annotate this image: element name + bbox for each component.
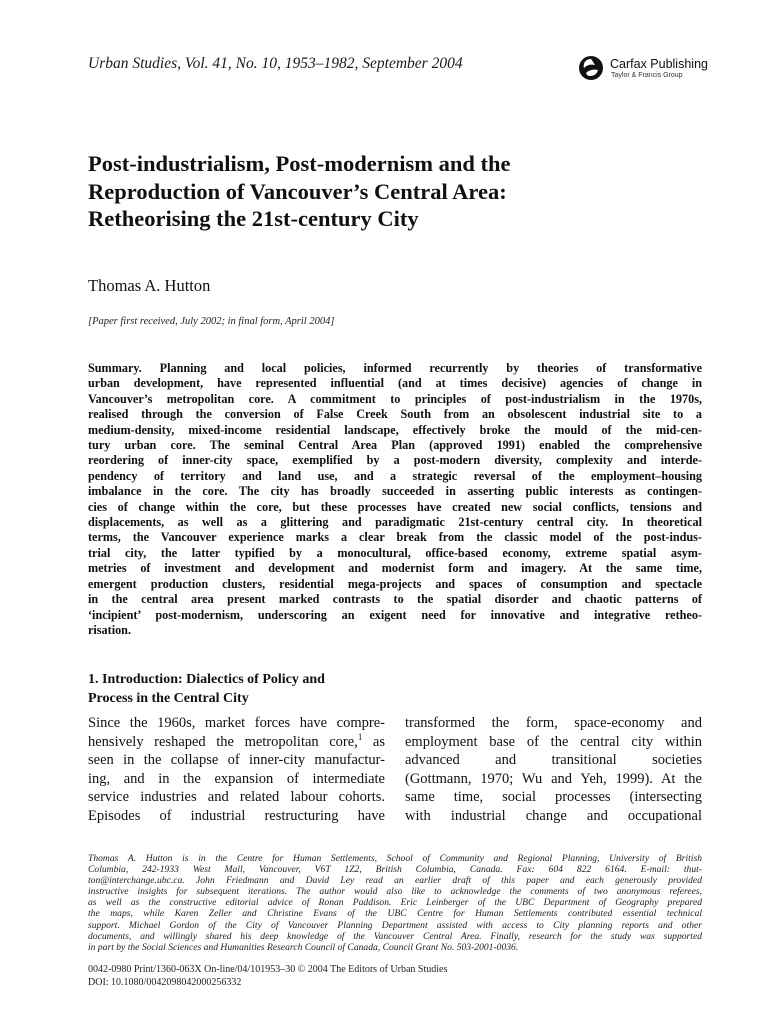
footnote-line: support. Michael Gordon of the City of Vancouver Planning Department assisted with access to City planning reports and other: [88, 919, 702, 931]
title-line: Retheorising the 21st-century City: [88, 206, 419, 231]
title-line: Post-industrialism, Post-modernism and the: [88, 151, 511, 176]
publisher-group: Taylor & Francis Group: [611, 72, 683, 79]
journal-citation: Urban Studies, Vol. 41, No. 10, 1953–1982, September 2004: [88, 55, 463, 72]
abstract-line: trial city, the latter typified by a monocultural, office-based economy, extreme spatial asym-: [88, 545, 702, 560]
section-heading-line: 1. Introduction: Dialectics of Policy and: [88, 672, 325, 687]
footnote-line: the maps, while Karen Zeller and Christine Evans of the UBC Centre for Human Settlements contributed essential technical: [88, 908, 702, 920]
body-line: with industrial change and occupational: [405, 807, 702, 824]
body-line: Since the 1960s, market forces have compre-: [88, 715, 385, 731]
body-line: seen in the collapse of inner-city manufactur-: [88, 752, 385, 768]
received-dates: [Paper first received, July 2002; in final form, April 2004]: [88, 316, 335, 327]
body-column-right: [405, 714, 702, 825]
abstract-line: pendency of territory and land use, and a strategic reversal of the employment–housing: [88, 468, 702, 483]
body-line: employment base of the central city within: [405, 733, 702, 750]
abstract-line: cies of change within the core, but these processes have created new social conflicts, tensions and: [88, 499, 702, 514]
footnote-line: as well as the constructive editorial advice of Ronan Paddison. Eric Leinberger of the UBC Department of Geography prepared: [88, 897, 702, 909]
body-line-text: hensively reshaped the metropolitan core,: [88, 733, 358, 750]
footnote-line: in part by the Social Sciences and Humanities Research Council of Canada, Council Grant No. 503-2001-0036.: [88, 941, 519, 953]
abstract-line: metries of investment and development and modernist form and imagery. At the same time,: [88, 561, 702, 576]
abstract-line: imbalance in the core. The city has broadly succeeded in asserting public interests as contingen-: [88, 484, 702, 499]
abstract-line: terms, the Vancouver experience marks a clear break from the classic model of the post-indus-: [88, 530, 702, 545]
doi-line: DOI: 10.1080/0042098042000256332: [88, 976, 242, 988]
abstract-line: risation.: [88, 622, 131, 637]
article-title: [88, 150, 648, 233]
section-heading-line: Process in the Central City: [88, 690, 249, 706]
body-line: [88, 733, 385, 752]
abstract-line: reordering of inner-city space, exemplified by a post-modern diversity, complexity and interde-: [88, 453, 702, 468]
abstract: [88, 361, 702, 638]
abstract-line: realised through the conversion of False Creek South from an obsolescent industrial site to a: [88, 407, 702, 422]
body-line: service industries and related labour cohorts.: [88, 789, 385, 805]
author-footnote: [88, 853, 702, 953]
imprint: [88, 964, 447, 989]
abstract-line: Vancouver’s metropolitan core. A commitment to principles of post-industrialism in the 1970s,: [88, 391, 702, 406]
body-line: Episodes of industrial restructuring have: [88, 807, 385, 824]
footnote-line: Columbia, 242-1933 West Mall, Vancouver, V6T 1Z2, British Columbia, Canada. Fax: 604 822 6164. E-mail: thut-: [88, 864, 702, 876]
body-line: (Gottmann, 1970; Wu and Yeh, 1999). At the: [405, 770, 702, 787]
issn-line: 0042-0980 Print/1360-063X On-line/04/101953–30 © 2004 The Editors of Urban Studies: [88, 964, 448, 975]
body-line: advanced and transitional societies: [405, 752, 702, 768]
title-line: Reproduction of Vancouver’s Central Area:: [88, 178, 507, 204]
footnote-line: Thomas A. Hutton is in the Centre for Human Settlements, School of Community and Regional Planning, University of British: [88, 853, 702, 864]
abstract-line: medium-density, mixed-income residential landscape, effectively broke the mould of the mid-cen-: [88, 422, 702, 437]
body-line: transformed the form, space-economy and: [405, 715, 702, 731]
author-name: Thomas A. Hutton: [88, 276, 211, 295]
body-line-tail: as: [362, 733, 385, 750]
footnote-line: ton@interchange.ubc.ca. John Friedmann and David Ley read an earlier draft of this paper and each generously provided: [88, 875, 702, 887]
body-line: same time, social processes (intersecting: [405, 789, 702, 805]
abstract-line: Summary. Planning and local policies, informed recurrently by theories of transformative: [88, 361, 702, 375]
body-column-left: [88, 714, 385, 825]
footnote-ref: 1: [357, 731, 363, 742]
footnote-line: documents, and willingly shared his deep knowledge of the Vancouver Central Area. Finally, research for the study was supported: [88, 930, 702, 942]
section-heading: [88, 671, 388, 708]
abstract-line: urban development, have represented influential (and at times decisive) agencies of change in: [88, 376, 702, 391]
abstract-line: tury urban core. The seminal Central Area Plan (approved 1991) enabled the comprehensive: [88, 438, 702, 453]
abstract-line: emergent production clusters, residential mega-projects and spaces of consumption and spectacle: [88, 576, 702, 591]
body-line: ing, and in the expansion of intermediate: [88, 770, 385, 787]
abstract-line: in the central area present marked contrasts to the spatial disorder and chaotic patterns of: [88, 592, 702, 607]
publisher-name: Carfax Publishing: [610, 57, 708, 71]
footnote-line: instructive insights for subsequent iterations. The author would also like to acknowledge the comments of two anonymous referees,: [88, 886, 702, 898]
publisher-block: [578, 55, 718, 87]
carfax-logo-icon: [578, 55, 604, 81]
abstract-line: displacements, as well as a glittering and paradigmatic 21st-century central city. In theoretical: [88, 515, 702, 530]
abstract-line: ‘incipient’ post-modernism, underscoring an exigent need for innovative and integrative retheo-: [88, 607, 702, 622]
